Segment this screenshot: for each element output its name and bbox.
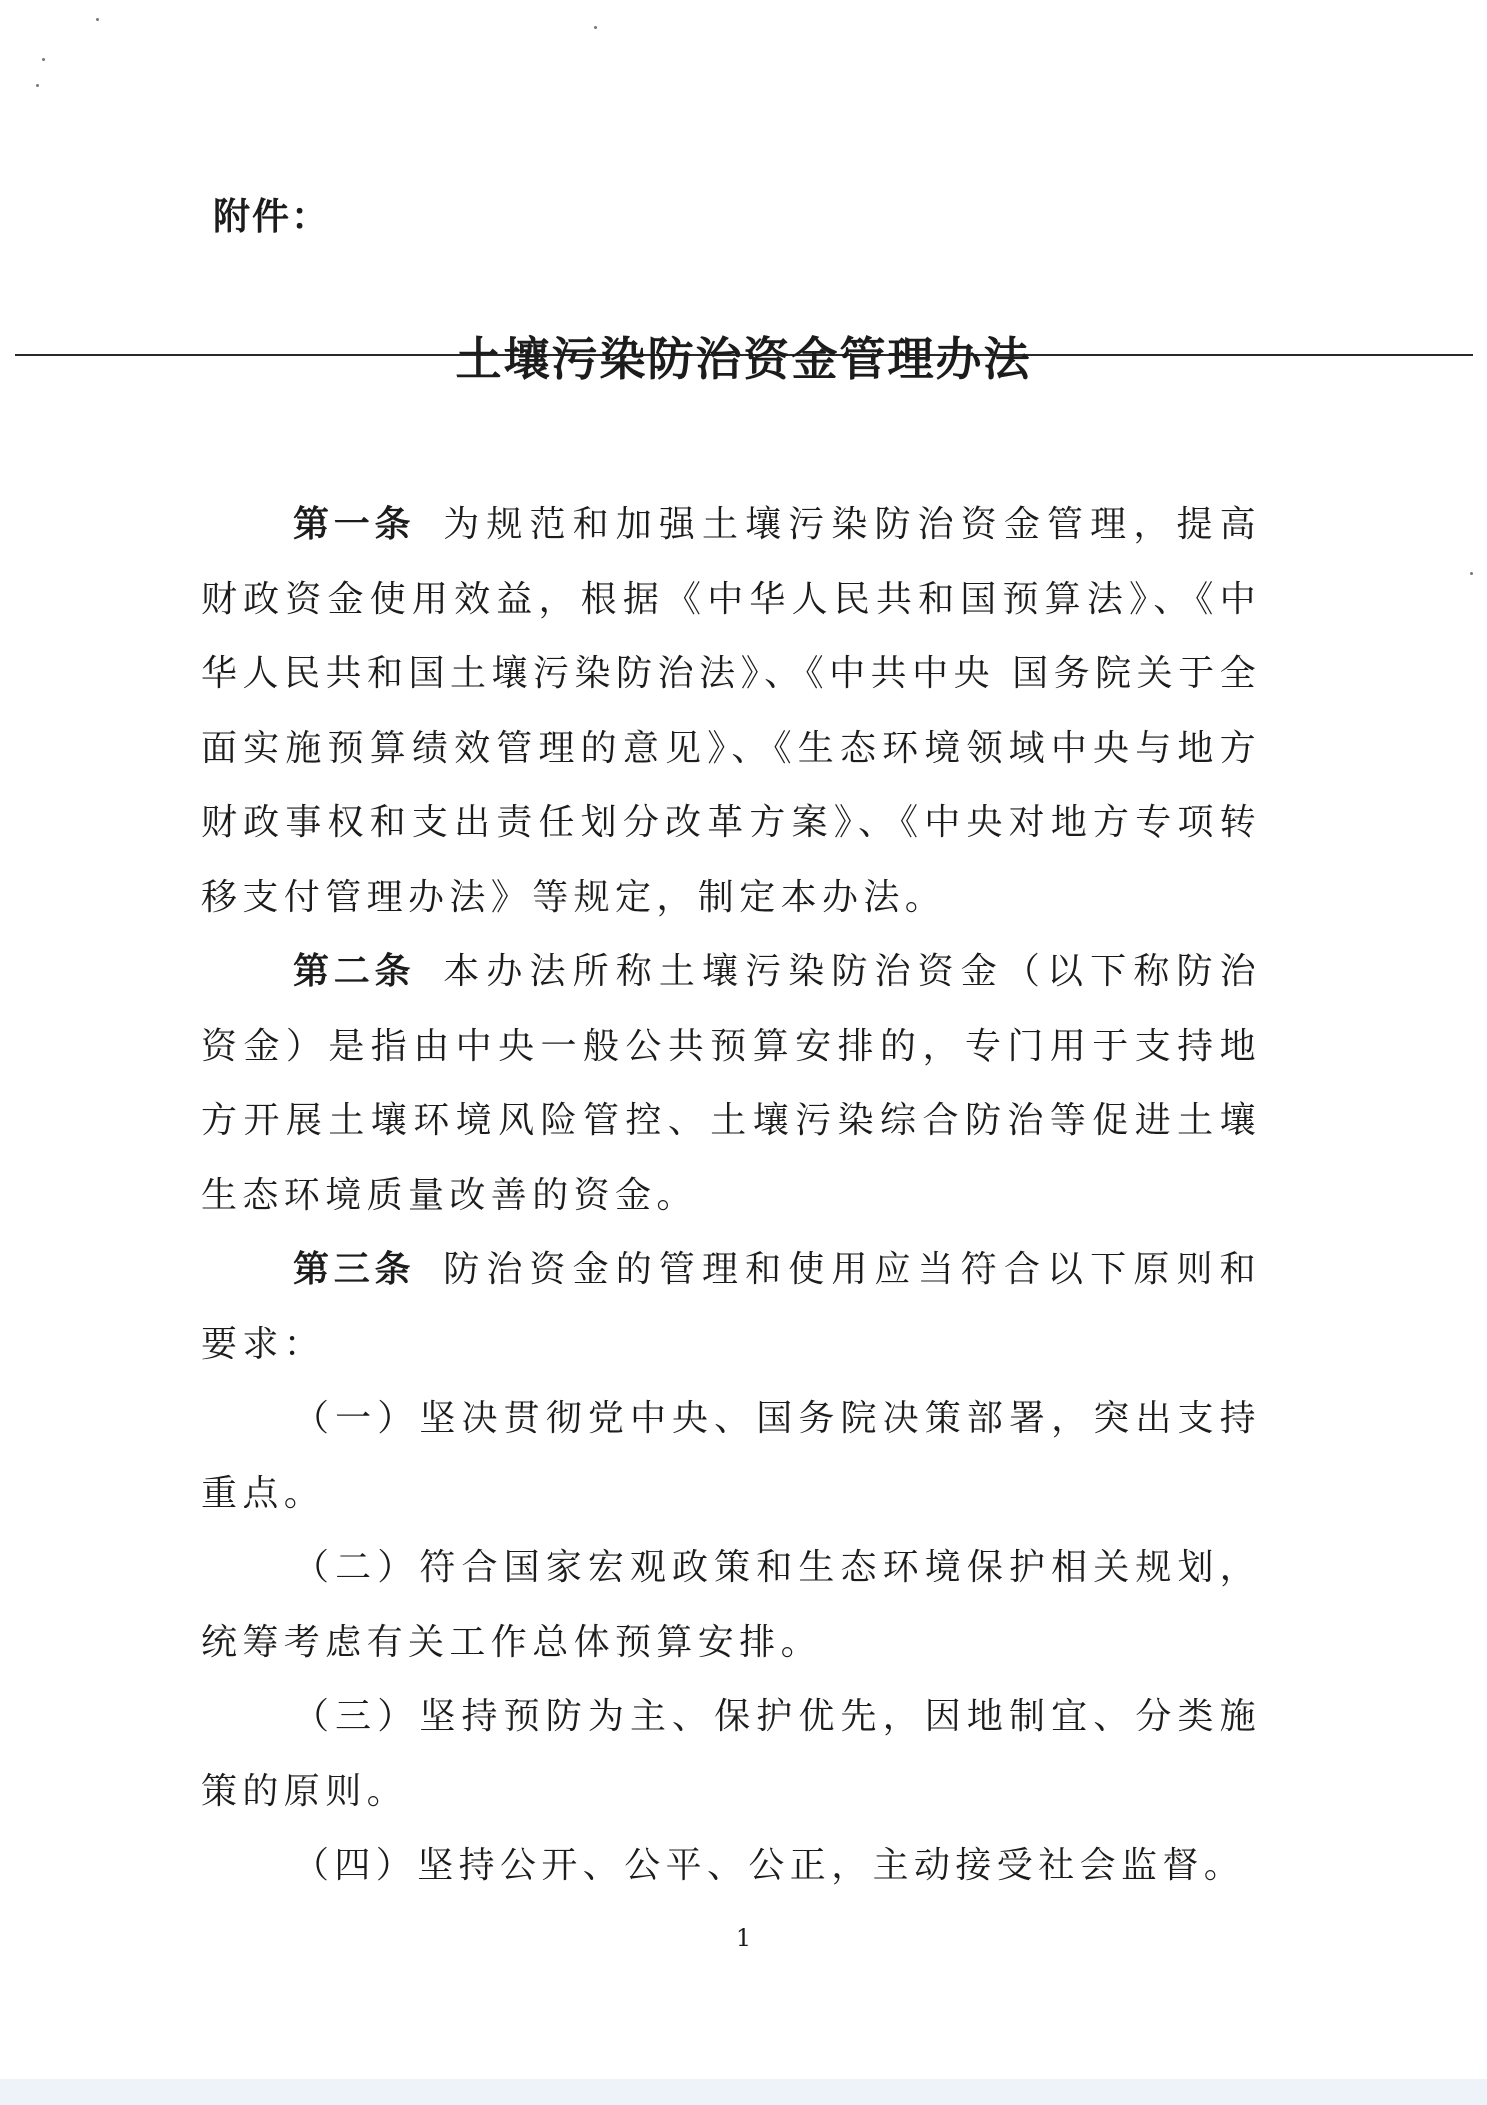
article-text: 本办法所称土壤污染防治资金（以下称防治资金）是指由中央一般公共预算安排的，专门用于支持地方开展土壤环境风险管控、土壤污染综合防治等促进土壤生态环境质量改善的资金。 bbox=[201, 951, 1261, 1216]
scan-speck bbox=[36, 84, 39, 87]
document-body bbox=[201, 488, 1261, 1904]
scan-speck bbox=[42, 58, 45, 61]
scan-edge bbox=[0, 2079, 1487, 2105]
article-2 bbox=[201, 935, 1261, 1233]
attachment-label: 附件： bbox=[213, 195, 330, 238]
list-item: （四）坚持公开、公平、公正，主动接受社会监督。 bbox=[293, 1845, 1246, 1886]
article-1 bbox=[201, 488, 1261, 935]
article-label: 第一条 bbox=[293, 504, 416, 545]
page-number: 1 bbox=[735, 1924, 752, 1952]
article-3 bbox=[201, 1233, 1261, 1382]
list-item: （一）坚决贯彻党中央、国务院决策部署，突出支持重点。 bbox=[201, 1398, 1261, 1514]
list-item: （二）符合国家宏观政策和生态环境保护相关规划，统筹考虑有关工作总体预算安排。 bbox=[201, 1547, 1261, 1663]
scan-speck bbox=[1470, 572, 1473, 575]
scan-speck bbox=[96, 18, 99, 21]
document-title: 土壤污染防治资金管理办法 bbox=[455, 332, 1032, 386]
article-text: 防治资金的管理和使用应当符合以下原则和要求： bbox=[201, 1249, 1261, 1365]
scan-speck bbox=[594, 26, 597, 29]
list-item: （三）坚持预防为主、保护优先，因地制宜、分类施策的原则。 bbox=[201, 1696, 1261, 1812]
article-text: 为规范和加强土壤污染防治资金管理，提高财政资金使用效益，根据《中华人民共和国预算法》、《中华人民共和国土壤污染防治法》、《中共中央 国务院关于全面实施预算绩效管理的意见》、《生态环境领域中央与地方财政事权和支出责任划分改革方案》、《中央对地方专项转移支付管理办法》等规定，制定本办法。 bbox=[201, 504, 1261, 918]
article-label: 第三条 bbox=[293, 1249, 416, 1290]
article-label: 第二条 bbox=[293, 951, 416, 992]
